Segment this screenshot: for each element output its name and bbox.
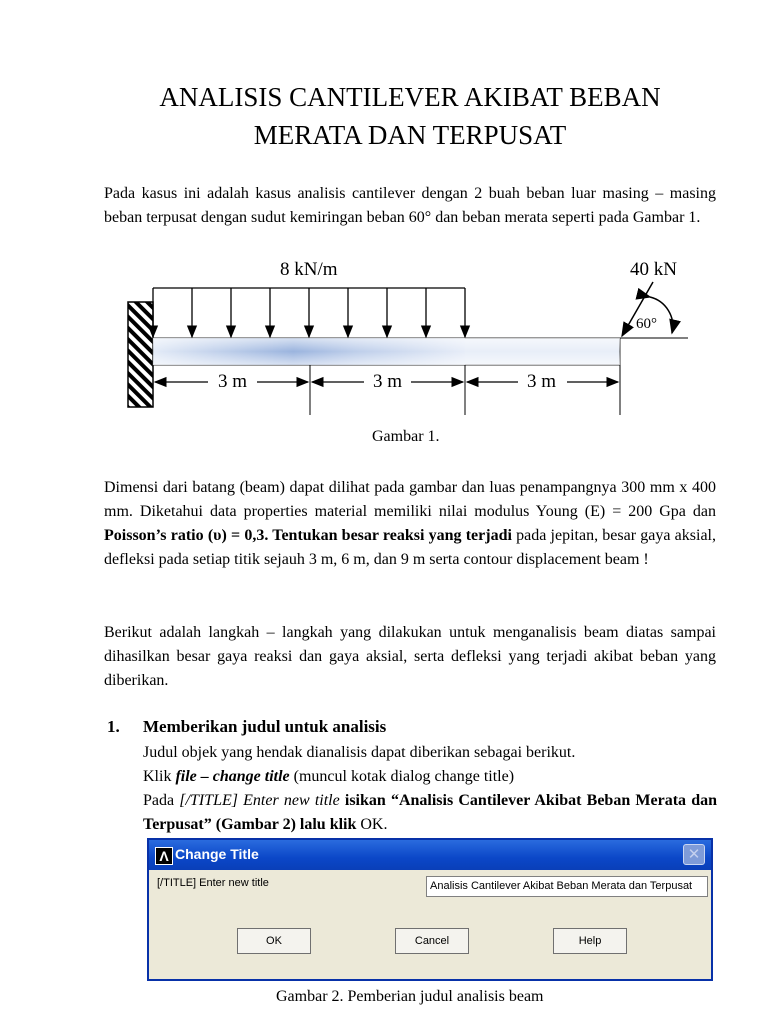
section-title: Memberikan judul untuk analisis [143, 717, 387, 736]
title-line-2: MERATA DAN TERPUSAT [253, 120, 567, 150]
dim-label-1: 3 m [218, 371, 248, 392]
problem-text-1: Dimensi dari batang (beam) dapat dilihat pada gambar dan luas penampangnya 300 mm x 400 mm. Diketahui data properties material memiliki nilai modulus Young (E) = 200 Gpa dan [104, 479, 716, 520]
dim-label-2: 3 m [373, 371, 403, 392]
title-line-1: ANALISIS CANTILEVER AKIBAT BEBAN [159, 82, 661, 112]
steps-intro-paragraph: Berikut adalah langkah – langkah yang dilakukan untuk menganalisis beam diatas sampai dihasilkan besar gaya reaksi dan gaya aksial, serta defleksi yang terjadi akibat beban yang diberikan. [104, 624, 716, 689]
page-title [60, 78, 760, 154]
menu-command: file – change title [175, 768, 290, 785]
distributed-load-arrows [153, 288, 465, 337]
distributed-load-label: 8 kN/m [280, 259, 338, 280]
step-line-3-end: OK. [356, 816, 388, 833]
figure1-caption: Gambar 1. [372, 428, 440, 445]
help-button[interactable]: Help [553, 928, 627, 954]
step-line-1: Judul objek yang hendak dianalisis dapat diberikan sebagai berikut. [143, 744, 576, 761]
problem-paragraph [104, 476, 716, 572]
dim-label-3: 3 m [527, 371, 557, 392]
step-line-3 [143, 789, 717, 837]
step-line-3-bold: isikan “Analisis Cantilever Akibat Beban Merata dan Terpusat” (Gambar 2) lalu klik [143, 792, 717, 833]
section-heading [107, 717, 386, 737]
problem-text-2: pada jepitan, besar gaya aksial, defleksi pada setiap titik sejauh 3 m, 6 m, dan 9 m serta contour displacement beam ! [104, 527, 717, 568]
beam-figure [120, 255, 700, 420]
section-number: 1. [107, 717, 120, 736]
problem-text-bold: Poisson’s ratio (υ) = 0,3. Tentukan besar reaksi yang terjadi [104, 527, 512, 544]
change-title-dialog [147, 838, 713, 981]
ok-button[interactable]: OK [237, 928, 311, 954]
close-icon[interactable]: ✕ [683, 844, 705, 865]
step-line-3-italic: [/TITLE] Enter new title [179, 792, 340, 809]
step-line-2-prefix: Klik [143, 768, 176, 785]
figure2-caption: Gambar 2. Pemberian judul analisis beam [276, 988, 544, 1005]
step-line-2-suffix: (muncul kotak dialog change title) [289, 768, 515, 785]
title-field-label: [/TITLE] Enter new title [157, 877, 269, 889]
step-line-3-prefix: Pada [143, 792, 180, 809]
title-input[interactable]: Analisis Cantilever Akibat Beban Merata dan Terpusat [426, 876, 708, 897]
point-load-label: 40 kN [630, 259, 677, 280]
step-line-2 [143, 765, 717, 789]
fixed-support [128, 302, 153, 407]
dialog-titlebar[interactable] [149, 840, 711, 870]
cancel-button[interactable]: Cancel [395, 928, 469, 954]
dialog-title: Change Title [175, 846, 259, 862]
angle-label: 60° [636, 316, 657, 332]
intro-paragraph: Pada kasus ini adalah kasus analisis cantilever dengan 2 buah beban luar masing – masing beban terpusat dengan sudut kemiringan beban 60° dan beban merata seperti pada Gambar 1. [104, 185, 716, 226]
section-body [143, 741, 717, 837]
beam-diagram [120, 255, 700, 420]
ansys-logo-icon: Λ [155, 847, 173, 865]
